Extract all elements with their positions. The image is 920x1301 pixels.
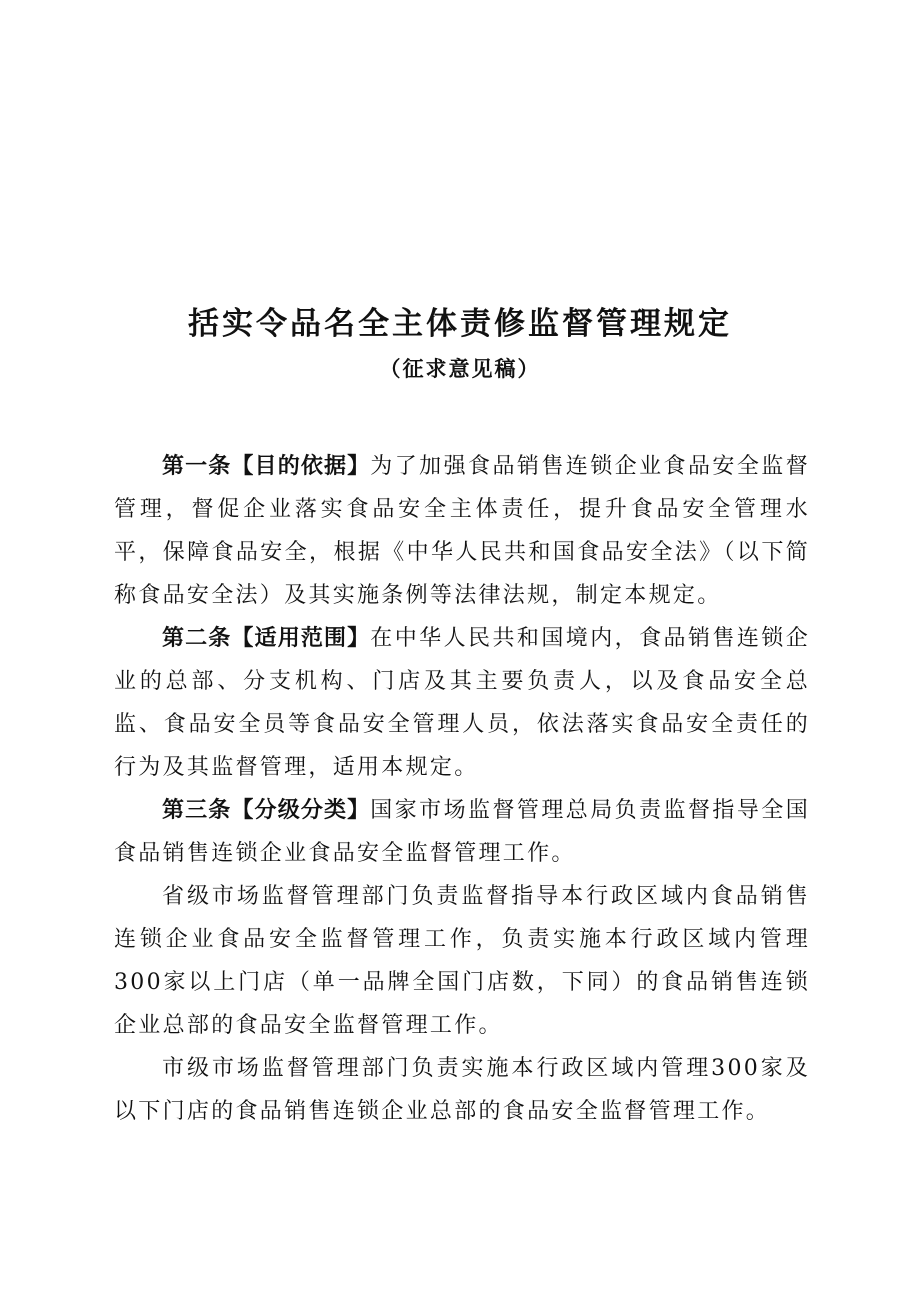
document-subtitle: （征求意见稿） bbox=[379, 356, 541, 381]
article-text: 在中华人民共和国境内，食品销售连锁企业的总部、分支机构、门店及其主要负责人，以及食品安全总监、食品安全员等食品安全管理人员，依法落实食品安全责任的行为及其监督管理，适用本规定。 bbox=[114, 626, 810, 780]
article-heading: 第三条【分级分类】 bbox=[162, 797, 371, 823]
article-heading: 第二条【适用范围】 bbox=[162, 625, 371, 651]
document-title: 括实令品名全主体责修监督管理规定 bbox=[188, 306, 732, 342]
article-text: 为了加强食品销售连锁企业食品安全监督管理，督促企业落实食品安全主体责任，提升食品安全管理水平，保障食品安全，根据《中华人民共和国食品安全法》（以下简称食品安全法）及其实施条例等法律法规，制定本规定。 bbox=[114, 454, 810, 608]
article-text: 省级市场监督管理部门负责监督指导本行政区域内食品销售连锁企业食品安全监督管理工作，负责实施本行政区域内管理300家以上门店（单一品牌全国门店数，下同）的食品销售连锁企业总部的食品安全监督管理工作。 bbox=[114, 884, 810, 1038]
document-body bbox=[114, 445, 810, 1133]
article-paragraph bbox=[114, 789, 810, 875]
article-text: 市级市场监督管理部门负责实施本行政区域内管理300家及以下门店的食品销售连锁企业总部的食品安全监督管理工作。 bbox=[114, 1056, 810, 1124]
article-paragraph bbox=[114, 617, 810, 789]
article-text: 国家市场监督管理总局负责监督指导全国食品销售连锁企业食品安全监督管理工作。 bbox=[114, 798, 810, 866]
article-heading: 第一条【目的依据】 bbox=[162, 453, 371, 479]
article-paragraph bbox=[114, 1047, 810, 1133]
article-paragraph bbox=[114, 875, 810, 1047]
article-paragraph bbox=[114, 445, 810, 617]
